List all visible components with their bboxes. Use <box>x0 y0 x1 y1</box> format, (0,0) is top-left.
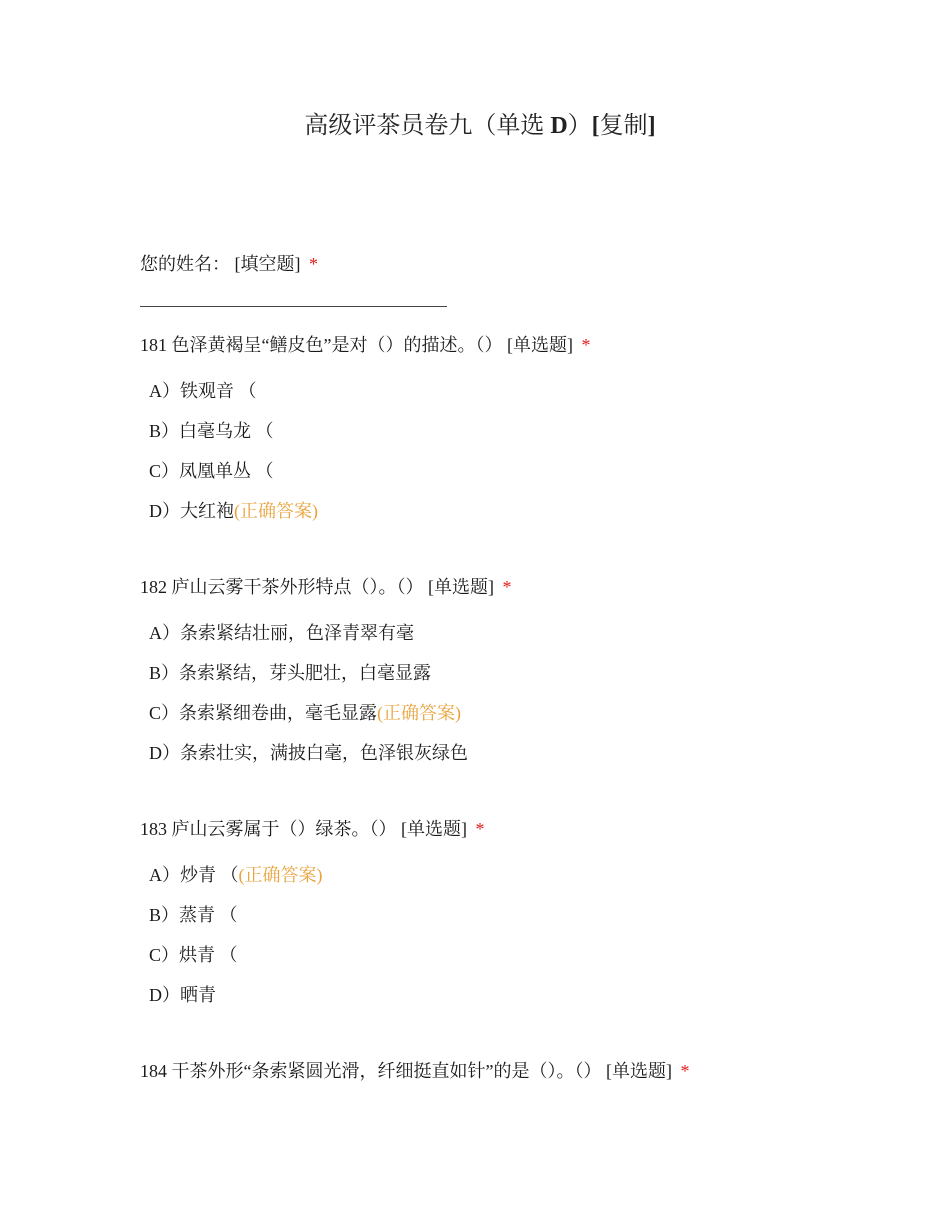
option-text: D）大红袍 <box>149 501 234 521</box>
option-text: A）铁观音 （ <box>149 381 257 401</box>
option-text: C）凤凰单丛 （ <box>149 461 274 481</box>
question-text: 182 庐山云雾干茶外形特点（）。（） <box>140 577 424 597</box>
name-input-line[interactable] <box>140 306 447 307</box>
option-text: D）晒青 <box>149 985 216 1005</box>
question-type: [单选题] <box>605 1061 672 1081</box>
required-marker: * <box>581 335 591 355</box>
option-181-d[interactable] <box>149 499 318 523</box>
question-181 <box>140 333 590 357</box>
question-184 <box>140 1059 689 1083</box>
title-copy: 复制 <box>599 113 648 139</box>
question-type: [单选题] <box>428 577 494 597</box>
required-marker: * <box>475 819 485 839</box>
title-bracket-open: [ <box>591 113 600 139</box>
question-text: 181 色泽黄褐呈“鳝皮色”是对（）的描述。（） <box>140 335 503 355</box>
name-type: [填空题] <box>234 254 301 274</box>
correct-answer-marker: (正确答案) <box>377 703 462 723</box>
title-bracket-close: ] <box>647 113 656 139</box>
question-183 <box>140 817 485 841</box>
title-close: ） <box>567 113 592 139</box>
question-type: [单选题] <box>506 335 573 355</box>
option-183-c[interactable] <box>149 943 238 967</box>
option-text: A）炒青 （ <box>149 865 239 885</box>
option-182-a[interactable] <box>149 621 414 645</box>
name-question <box>140 252 318 276</box>
option-181-c[interactable] <box>149 459 274 483</box>
option-text: B）条索紧结，芽头肥壮，白毫显露 <box>149 663 432 683</box>
question-type: [单选题] <box>401 819 467 839</box>
page-title <box>0 110 950 142</box>
question-182 <box>140 575 512 599</box>
required-marker: * <box>309 254 318 274</box>
option-text: C）烘青 （ <box>149 945 238 965</box>
option-181-a[interactable] <box>149 379 257 403</box>
correct-answer-marker: (正确答案) <box>238 865 323 885</box>
title-main: 高级评茶员卷九（单选 <box>304 113 545 139</box>
question-text: 183 庐山云雾属于（）绿茶。（） <box>140 819 397 839</box>
correct-answer-marker: (正确答案) <box>234 501 318 521</box>
option-text: B）蒸青 （ <box>149 905 238 925</box>
option-182-d[interactable] <box>149 741 468 765</box>
option-text: B）白毫乌龙 （ <box>149 421 274 441</box>
option-text: C）条索紧细卷曲，毫毛显露 <box>149 703 378 723</box>
option-text: A）条索紧结壮丽，色泽青翠有毫 <box>149 623 414 643</box>
option-181-b[interactable] <box>149 419 274 443</box>
title-bold-letter: D <box>550 113 568 139</box>
option-182-b[interactable] <box>149 661 431 685</box>
option-183-b[interactable] <box>149 903 238 927</box>
required-marker: * <box>680 1061 690 1081</box>
question-text: 184 干茶外形“条索紧圆光滑，纤细挺直如针”的是（）。（） <box>140 1061 602 1081</box>
option-182-c[interactable] <box>149 701 461 725</box>
option-183-a[interactable] <box>149 863 323 887</box>
name-label: 您的姓名： <box>140 254 230 274</box>
option-183-d[interactable] <box>149 983 216 1007</box>
option-text: D）条索壮实，满披白毫，色泽银灰绿色 <box>149 743 468 763</box>
required-marker: * <box>502 577 512 597</box>
